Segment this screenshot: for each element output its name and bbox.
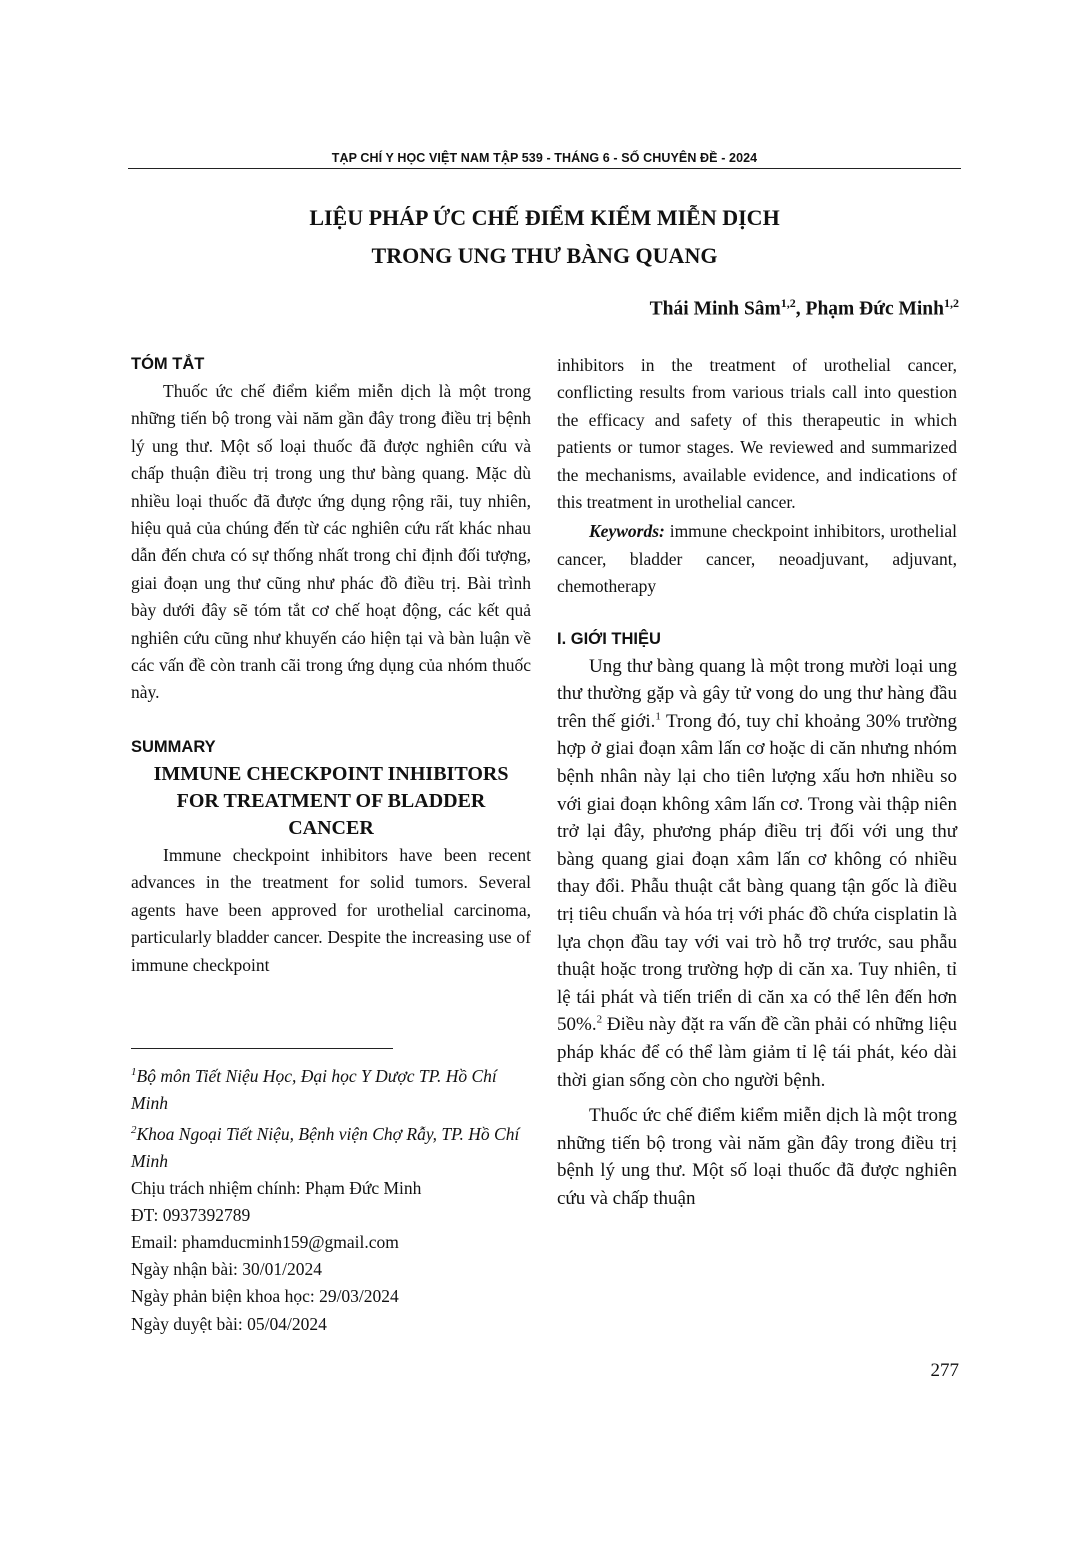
keywords xyxy=(557,518,957,600)
email: Email: phamducminh159@gmail.com xyxy=(131,1232,399,1253)
summary-title xyxy=(131,761,531,842)
citation-ref: 1 xyxy=(655,710,661,723)
summary-text-part-1: Immune checkpoint inhibitors have been recent advances in the treatment for solid tumors. Several agents have been approved for urothelial carcinoma, particularly bladder cancer. Despite the increasing use of immune checkpoint xyxy=(131,844,531,975)
keywords-label: Keywords: xyxy=(589,521,665,542)
abstract-heading: TÓM TẮT xyxy=(131,355,205,373)
abstract-text: Thuốc ức chế điểm kiểm miễn dịch là một trong những tiến bộ trong vài năm gần đây trong điều trị bệnh lý ung thư. Một số loại thuốc đã được nghiên cứu và chấp thuận điều trị trong ung thư bàng quang. Mặc dù nhiều loại thuốc đã được ứng dụng rộng rãi, tuy nhiên, hiệu quả của chúng đến từ các nghiên cứu rất khác nhau dẫn đến chưa có sự thống nhất trong chỉ định đối tượng, giai đoạn ung thư cũng như phác đồ điều trị. Bài trình bày dưới đây sẽ tóm tắt cơ chế hoạt động, các kết quả nghiên cứu cũng như khuyến cáo hiện tại và bàn luận về các vấn đề còn tranh cãi trong ứng dụng của nhóm thuốc này. xyxy=(131,381,531,703)
intro-heading: I. GIỚI THIỆU xyxy=(557,629,661,648)
article-title xyxy=(128,199,961,275)
page-number: 277 xyxy=(930,1360,959,1381)
affiliation-number: 2 xyxy=(131,1124,137,1137)
accepted-date: Ngày duyệt bài: 05/04/2024 xyxy=(131,1313,327,1334)
keywords-list: immune checkpoint inhibitors, urothelial cancer, bladder cancer, neoadjuvant, adjuvant, chemotherapy xyxy=(557,521,957,597)
summary-text-part-2: inhibitors in the treatment of urothelial cancer, conflicting results from various trials call into question the efficacy and safety of this therapeutic in which patients or tumor stages. We reviewed and summarized the mechanisms, available evidence, and indications of this treatment in urothelial cancer. xyxy=(557,355,957,513)
summary-title-line-1: IMMUNE CHECKPOINT INHIBITORS xyxy=(153,762,509,785)
affiliation-number: 1 xyxy=(131,1066,137,1078)
corresponding-author: Chịu trách nhiệm chính: Phạm Đức Minh xyxy=(131,1178,422,1199)
affiliation-text: Bộ môn Tiết Niệu Học, Đại học Y Dược TP. Hồ Chí Minh xyxy=(131,1065,497,1113)
received-date: Ngày nhận bài: 30/01/2024 xyxy=(131,1259,323,1280)
summary-title-line-3: CANCER xyxy=(288,816,374,839)
header-rule xyxy=(128,168,961,169)
affiliation-2 xyxy=(131,1117,531,1175)
reviewed-date: Ngày phản biện khoa học: 29/03/2024 xyxy=(131,1286,399,1307)
affiliation-1 xyxy=(131,1059,531,1117)
author-affiliation: 1,2 xyxy=(780,296,796,310)
author-affiliation: 1,2 xyxy=(944,296,959,310)
left-column xyxy=(131,350,531,979)
intro-paragraph-1: Ung thư bàng quang là một trong mười loại ung thư thường gặp và gây tử vong do ung thư hàng đầu trên thế giới.$^1$ Trong đó, tuy chỉ khoảng 30% trường hợp ở giai đoạn xâm lấn cơ hoặc di căn nhưng nhóm bệnh nhân này lại cho tiên lượng xấu hơn nhiều so với giai đoạn không xâm lấn cơ. Trong vài thập niên trở lại đây, phương pháp điều trị đối với ung thư bàng quang giai đoạn xâm lấn cơ không có nhiều thay đổi. Phẫu thuật cắt bàng quang tận gốc là điều trị tiêu chuẩn và hóa trị với phác đồ chứa cisplatin là lựa chọn đầu tay với vai trò hỗ trợ trước, sau phẫu thuật hoặc trong trường hợp di căn xa. Tuy nhiên, tỉ lệ tái phát và tiến triển di căn xa có thể lên đến hơn 50%.$^2$ Điều này đặt ra vấn đề cần phải có những liệu pháp khác để có thể làm giảm tỉ lệ tái phát, kéo dài thời gian sống còn cho người bệnh. xyxy=(557,655,957,1091)
summary-title-line-2: FOR TREATMENT OF BLADDER xyxy=(176,789,486,812)
journal-header: TẠP CHÍ Y HỌC VIỆT NAM TẬP 539 - THÁNG 6 - SỐ CHUYÊN ĐỀ - 2024 xyxy=(331,151,758,165)
phone: ĐT: 0937392789 xyxy=(131,1205,251,1226)
intro-paragraph-2: Thuốc ức chế điểm kiểm miễn dịch là một trong những tiến bộ trong vài năm gần đây trong điều trị bệnh lý ung thư. Một số loại thuốc đã được nghiên cứu và chấp thuận xyxy=(557,1105,957,1209)
author-name: Thái Minh Sâm xyxy=(649,298,781,320)
author-name: Phạm Đức Minh xyxy=(805,298,944,320)
author-separator: , xyxy=(795,298,806,320)
footnote-rule xyxy=(131,1048,393,1049)
affiliation-text: Khoa Ngoại Tiết Niệu, Bệnh viện Chợ Rẫy, TP. Hồ Chí Minh xyxy=(131,1123,520,1171)
title-line-1: LIỆU PHÁP ỨC CHẾ ĐIỂM KIỂM MIỄN DỊCH xyxy=(309,205,780,230)
citation-ref: 2 xyxy=(596,1014,603,1027)
summary-heading: SUMMARY xyxy=(131,737,216,756)
footnotes xyxy=(131,1059,531,1338)
title-line-2: TRONG UNG THƯ BÀNG QUANG xyxy=(371,243,718,268)
right-column xyxy=(557,352,957,1213)
author-list xyxy=(650,296,959,321)
